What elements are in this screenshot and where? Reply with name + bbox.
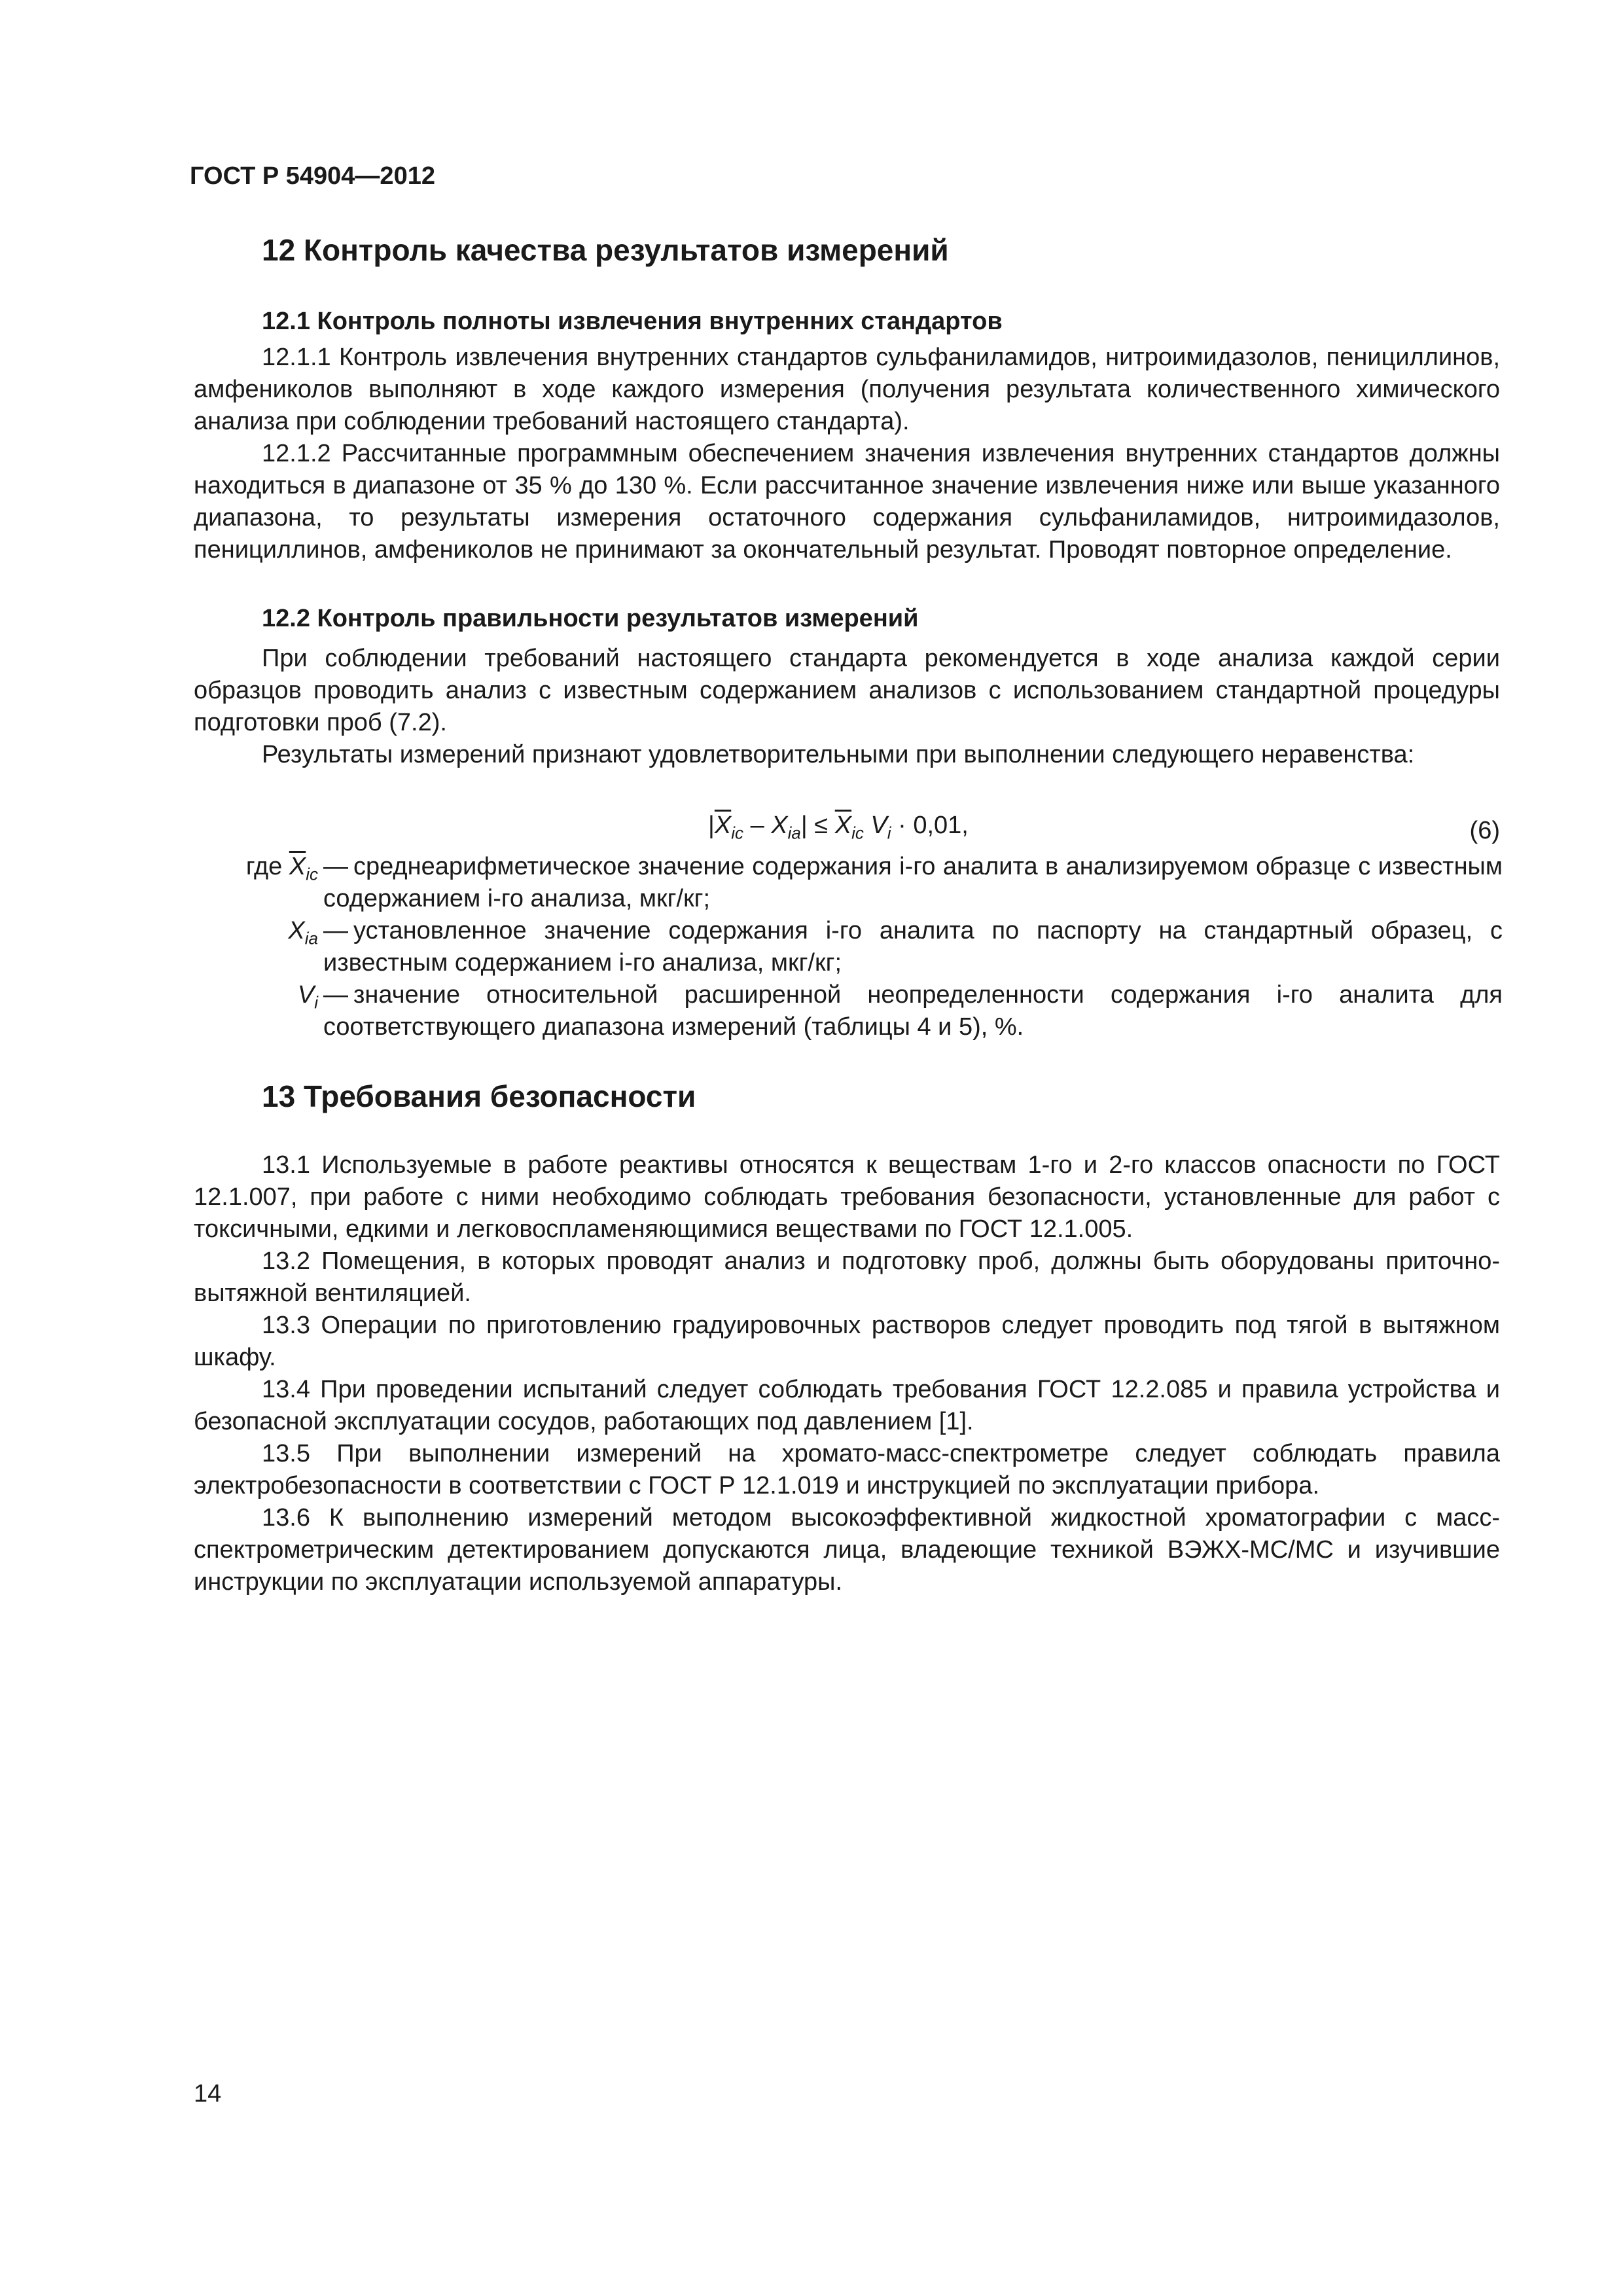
section-12-1-title: 12.1 Контроль полноты извлечения внутренних стандартов [262,308,1003,335]
paragraph-12-1-2: 12.1.2 Рассчитанные программным обеспечением значения извлечения внутренних стандартов должны находиться в диапазоне от 35 % до 130 %. Если рассчитанное значение извлечения ниже или выше указанного диапазона, то результаты измерения остаточного содержания сульфаниламидов, нитроимидазолов, пенициллинов, амфениколов не принимают за окончательный результат. Проводят повторное определение. [194,440,1500,564]
paragraph-12-1-1: 12.1.1 Контроль извлечения внутренних стандартов сульфаниламидов, нитроимидазолов, пенициллинов, амфениколов выполняют в ходе каждого измерения (получения результата количественного химического анализа при соблюдении требований настоящего стандарта). [194,344,1500,435]
paragraph-12-2-a: При соблюдении требований настоящего стандарта рекомендуется в ходе анализа каждой серии образцов проводить анализ с известным содержанием анализов с использованием стандартной процедуры подготовки проб (7.2). [194,645,1500,736]
paragraph-13-2: 13.2 Помещения, в которых проводят анализ и подготовку проб, должны быть оборудованы приточно-вытяжной вентиляцией. [194,1247,1500,1307]
definition-symbol: где $\overline{X}_{ic}$ [245,853,318,884]
formula-coefficient: 0,01, [913,812,969,839]
paragraph-13-1: 13.1 Используемые в работе реактивы относятся к веществам 1-го и 2-го классов опасности по ГОСТ 12.1.007, при работе с ними необходимо соблюдать требования безопасности, установленные для работ с токсичными, едкими и легковоспламеняющимися веществами по ГОСТ 12.1.005. [194,1151,1500,1243]
section-12-2-title: 12.2 Контроль правильности результатов измерений [262,605,919,632]
definition-text: среднеарифметическое значение содержания i-го аналита в анализируемом образце с известным содержанием i-го анализа, мкг/кг; [323,853,1503,912]
inequality-formula: $|\overline{X}_{ic} - X_{ia}| \le \overline{X}_{ic}$ $V_i \cdot 0,01$, [708,812,969,843]
definition-row: $V_i$ — значение относительной расширенной неопределенности содержания i-го аналита для соответствующего диапазона измерений (таблицы 4 и 5), %. [194,979,1503,1043]
definition-symbol: $V_i$ [297,981,318,1013]
section-12-title: 12 Контроль качества результатов измерений [262,233,949,267]
paragraph-13-3: 13.3 Операции по приготовлению градуировочных растворов следует проводить под тягой в вытяжном шкафу. [194,1312,1500,1371]
definition-row: $X_{ia}$ — установленное значение содержания i-го аналита по паспорту на стандартный образец, с известным содержанием i-го анализа, мкг/кг; [194,915,1503,979]
definition-row: где $\overline{X}_{ic}$ — среднеарифметическое значение содержания i-го аналита в анализируемом образце с известным содержанием i-го анализа, мкг/кг; [194,851,1503,915]
document-header: ГОСТ Р 54904—2012 [190,162,435,190]
page-number: 14 [194,2080,222,2108]
formula-definitions [194,851,1503,1043]
definition-symbol: $X_{ia}$ [288,917,318,948]
section-13-title: 13 Требования безопасности [262,1079,696,1113]
paragraph-12-2-b: Результаты измерений признают удовлетворительными при выполнении следующего неравенства: [262,741,1415,768]
paragraph-13-4: 13.4 При проведении испытаний следует соблюдать требования ГОСТ 12.2.085 и правила устройства и безопасной эксплуатации сосудов, работающих под давлением [1]. [194,1376,1500,1435]
definition-text: установленное значение содержания i-го аналита по паспорту на стандартный образец, с известным содержанием i-го анализа, мкг/кг; [323,917,1503,977]
equation-number: (6) [1469,817,1500,844]
definition-text: значение относительной расширенной неопределенности содержания i-го аналита для соответствующего диапазона измерений (таблицы 4 и 5), %. [323,981,1503,1041]
paragraph-13-5: 13.5 При выполнении измерений на хромато-масс-спектрометре следует соблюдать правила электробезопасности в соответствии с ГОСТ Р 12.1.019 и инструкцией по эксплуатации прибора. [194,1440,1500,1499]
paragraph-13-6: 13.6 К выполнению измерений методом высокоэффективной жидкостной хроматографии с масс-спектрометрическим детектированием допускаются лица, владеющие техникой ВЭЖХ-МС/МС и изучившие инструкции по эксплуатации используемой аппаратуры. [194,1504,1500,1596]
where-word: где [245,853,283,880]
